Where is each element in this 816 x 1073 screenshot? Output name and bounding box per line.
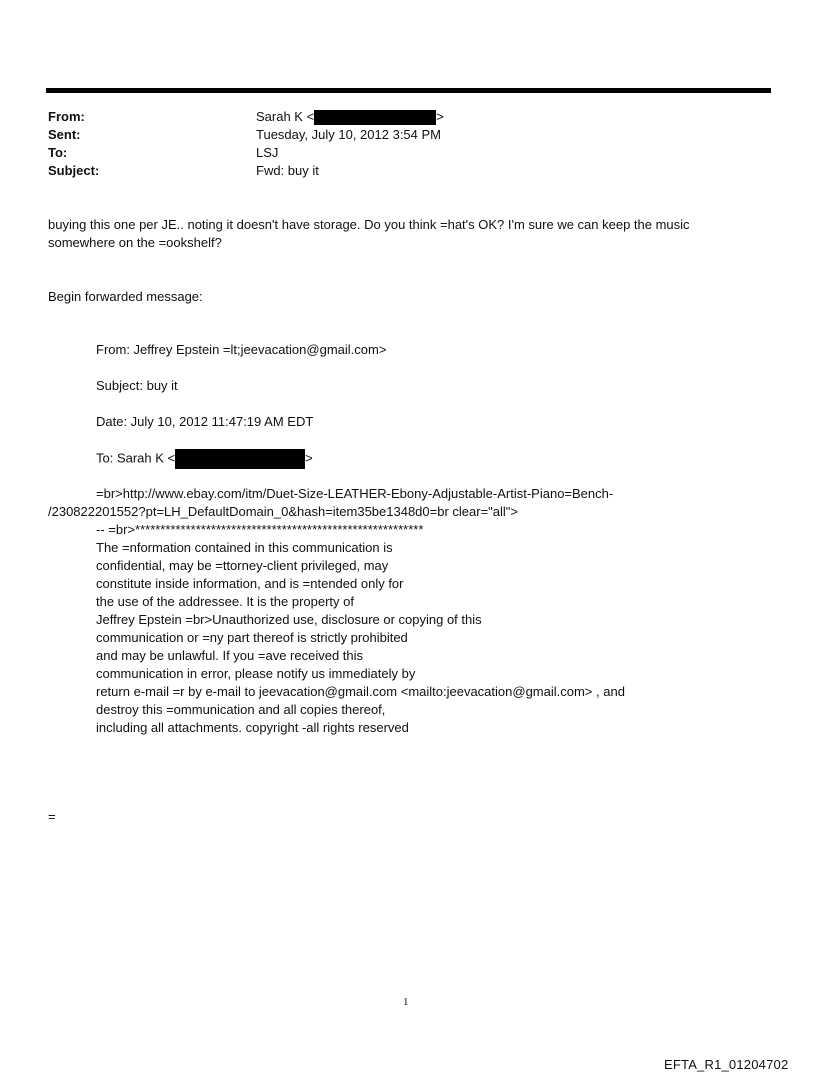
fwd-to-line [96, 449, 313, 469]
disclaimer-line: the use of the addressee. It is the property of [96, 594, 354, 609]
url-line-1: =br>http://www.ebay.com/itm/Duet-Size-LEATHER-Ebony-Adjustable-Artist-Piano=Bench- [96, 486, 614, 501]
subject-value: Fwd: buy it [256, 163, 319, 178]
disclaimer-line: communication in error, please notify us immediately by [96, 666, 416, 681]
redaction-box [175, 449, 305, 469]
header-rule [46, 88, 771, 93]
message-line-1: buying this one per JE.. noting it doesn't have storage. Do you think =hat's OK? I'm sure we can keep the music [48, 217, 690, 232]
sent-label: Sent: [48, 127, 81, 142]
to-value: LSJ [256, 145, 279, 160]
from-value [256, 108, 444, 126]
disclaimer-line: communication or =ny part thereof is strictly prohibited [96, 630, 408, 645]
sent-value: Tuesday, July 10, 2012 3:54 PM [256, 127, 441, 142]
from-name: Sarah K < [256, 109, 315, 124]
disclaimer-line: destroy this =ommunication and all copies thereof, [96, 702, 386, 717]
fwd-to-prefix: To: Sarah K < [96, 450, 176, 466]
subject-label: Subject: [48, 163, 100, 178]
trailing-mark: = [48, 809, 56, 824]
disclaimer-line: return e-mail =r by e-mail to jeevacation@gmail.com <mailto:jeevacation@gmail.com> , and [96, 684, 625, 699]
disclaimer-line: The =nformation contained in this communication is [96, 540, 393, 555]
disclaimer-line: and may be unlawful. If you =ave received this [96, 648, 364, 663]
from-label: From: [48, 109, 85, 124]
from-close: > [436, 109, 444, 124]
fwd-to-suffix: > [305, 450, 313, 466]
url-line-2: /230822201552?pt=LH_DefaultDomain_0&hash=item35be1348d0=br clear="all"> [48, 504, 518, 519]
disclaimer-line: including all attachments. copyright -all rights reserved [96, 720, 409, 735]
message-line-2: somewhere on the =ookshelf? [48, 235, 222, 250]
page-number: 1 [403, 996, 409, 1008]
fwd-subject-line: Subject: buy it [96, 378, 178, 393]
to-label: To: [48, 145, 68, 160]
disclaimer-line: Jeffrey Epstein =br>Unauthorized use, disclosure or copying of this [96, 612, 482, 627]
redaction-box [314, 110, 436, 125]
disclaimer-line: confidential, may be =ttorney-client privileged, may [96, 558, 389, 573]
forward-intro: Begin forwarded message: [48, 289, 203, 304]
separator-line: -- =br>********************************************************* [96, 522, 424, 537]
fwd-date-line: Date: July 10, 2012 11:47:19 AM EDT [96, 414, 314, 429]
disclaimer-line: constitute inside information, and is =ntended only for [96, 576, 404, 591]
fwd-from-line: From: Jeffrey Epstein =lt;jeevacation@gmail.com> [96, 342, 387, 357]
bates-number: EFTA_R1_01204702 [664, 1057, 789, 1072]
